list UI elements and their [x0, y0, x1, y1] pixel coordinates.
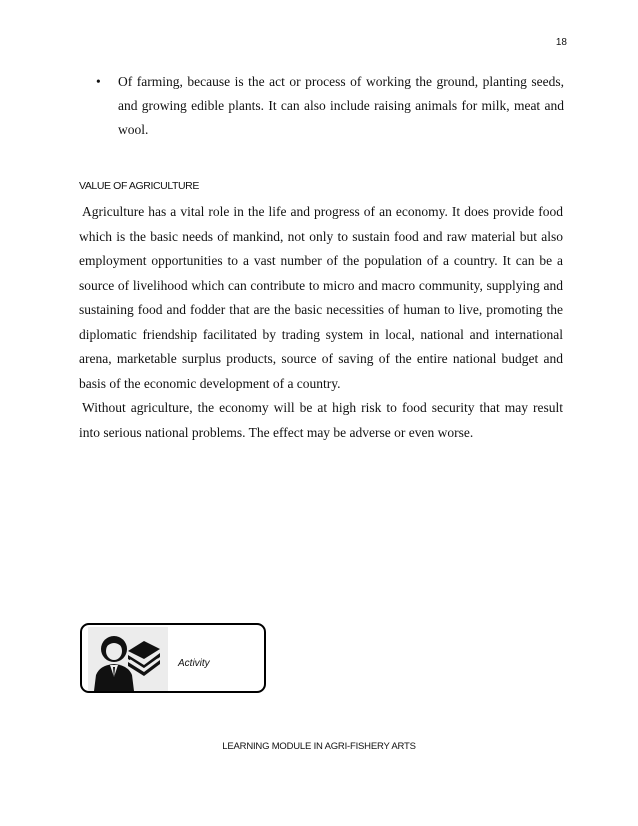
page-number: 18: [555, 37, 567, 48]
activity-label: Activity: [178, 658, 210, 669]
paragraph-1: Agriculture has a vital role in the life and progress of an economy. It does provide food which is the basic needs of mankind, not only to sustain food and raw material but also employment opportunities to a vast number of the population of a country. It can be a source of livelihood which can contribute to micro and macro community, supplying and sustaining food and fodder that are the basic necessities of human to live, promoting the diplomatic friendship facilitated by trading system in local, national and international arena, marketable surplus products, source of saving of the entire national budget and basis of the economic development of a country.: [79, 204, 563, 391]
bullet-text: Of farming, because is the act or process of working the ground, planting seeds, and growing edible plants. It can also include raising animals for milk, meat and wool.: [118, 74, 564, 137]
bullet-item: [96, 70, 564, 142]
paragraph-2: Without agriculture, the economy will be at high risk to food security that may result into serious national problems. The effect may be adverse or even worse.: [79, 400, 563, 440]
section-heading: VALUE OF AGRICULTURE: [79, 180, 199, 192]
section-body: [79, 200, 563, 445]
page-footer: LEARNING MODULE IN AGRI-FISHERY ARTS: [222, 741, 416, 752]
student-with-books-icon: [88, 627, 168, 691]
activity-banner: [80, 623, 266, 693]
bullet-marker: •: [96, 74, 101, 89]
